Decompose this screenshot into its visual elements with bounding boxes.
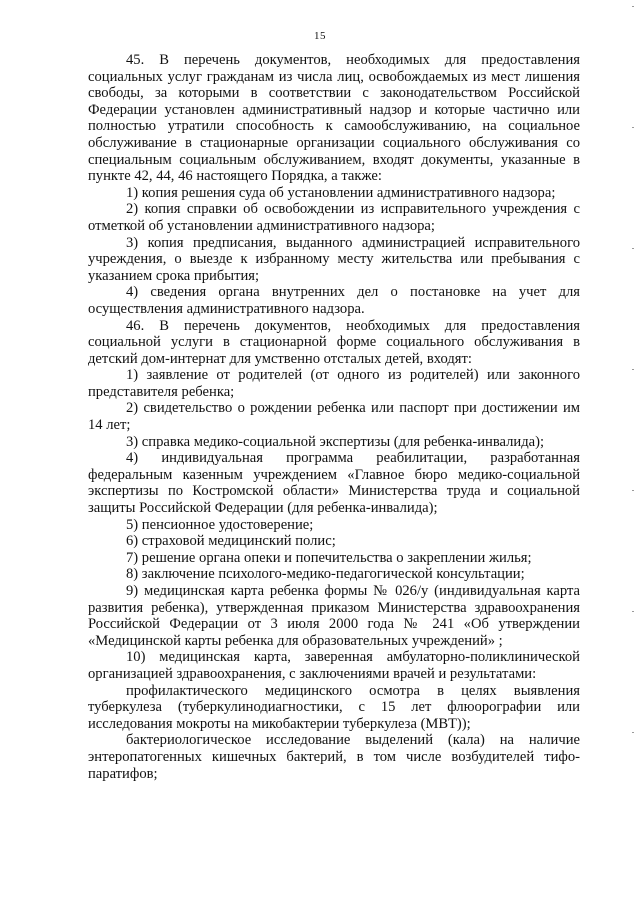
paragraph-subitem: бактериологическое исследование выделений (кала) на наличие энтеропатогенных кишечных бактерий, в том числе возбудителей тифо-паратифов; xyxy=(88,732,580,782)
paragraph-subitem: 5) пенсионное удостоверение; xyxy=(126,516,314,533)
paragraph-subitem: 1) копия решения суда об установлении административного надзора; xyxy=(126,184,556,201)
edge-mark xyxy=(632,611,634,612)
paragraph-item-46: 46. В перечень документов, необходимых для предоставления социальной услуги в стационарной форме социального обслуживания в детский дом-интернат для умственно отсталых детей, входят: xyxy=(88,317,580,367)
edge-mark xyxy=(632,6,634,7)
edge-mark xyxy=(632,369,634,370)
paragraph-subitem: профилактического медицинского осмотра в целях выявления туберкулеза (туберкулинодиагностики, с 15 лет флюорографии или исследования мокроты на микобактерии туберкулеза (МВТ)); xyxy=(88,682,580,732)
paragraph-subitem: 1) заявление от родителей (от одного из родителей) или законного представителя ребенка; xyxy=(88,367,580,400)
paragraph-subitem: 10) медицинская карта, заверенная амбулаторно-поликлинической организацией здравоохранения, с заключениями врачей и результатами: xyxy=(88,649,580,682)
edge-mark xyxy=(632,490,634,491)
edge-mark xyxy=(632,248,634,249)
paragraph-subitem: 2) свидетельство о рождении ребенка или паспорт при достижении им 14 лет; xyxy=(88,400,580,434)
paragraph-subitem: 2) копия справки об освобождении из исправительного учреждения с отметкой об установлении административного надзора; xyxy=(88,201,580,234)
page-edge-marks xyxy=(631,0,634,905)
page-number: 15 xyxy=(314,30,326,42)
paragraph-subitem: 9) медицинская карта ребенка формы № 026/у (индивидуальная карта развития ребенка), утвержденная приказом Министерства здравоохранения Российской Федерации от 3 июля 2000 года № 241 «Об утверждении «Медицинской карты ребенка для образовательных учреждений» ; xyxy=(88,583,580,649)
paragraph-subitem: 4) сведения органа внутренних дел о постановке на учет для осуществления административного надзора. xyxy=(88,284,580,317)
paragraph-subitem: 6) страховой медицинский полис; xyxy=(126,533,336,550)
paragraph-subitem: 7) решение органа опеки и попечительства о закреплении жилья; xyxy=(126,549,532,566)
paragraph-subitem: 8) заключение психолого-медико-педагогической консультации; xyxy=(126,566,525,583)
edge-mark xyxy=(632,732,634,733)
edge-mark xyxy=(632,127,634,128)
paragraph-subitem: 4) индивидуальная программа реабилитации, разработанная федеральным казенным учреждением «Главное бюро медико-социальной экспертизы по Костромской области» Министерства труда и социальной защиты Российской Федерации (для ребенка-инвалида); xyxy=(88,450,580,517)
paragraph-subitem: 3) справка медико-социальной экспертизы (для ребенка-инвалида); xyxy=(126,433,545,450)
document-body xyxy=(88,52,580,782)
paragraph-item-45: 45. В перечень документов, необходимых для предоставления социальных услуг гражданам из числа лиц, освобождаемых из мест лишения свободы, за которыми в соответствии с законодательством Российской Федерации установлен административный надзор и которые частично или полностью утратили способность к самообслуживанию, на социальное обслуживание в стационарные организации социального обслуживания со специальным социальным обслуживанием, входят документы, указанные в пункте 42, 44, 46 настоящего Порядка, а также: xyxy=(88,52,580,185)
paragraph-subitem: 3) копия предписания, выданного администрацией исправительного учреждения, о выезде к избранному месту жительства или пребывания с указанием срока прибытия; xyxy=(88,234,580,284)
